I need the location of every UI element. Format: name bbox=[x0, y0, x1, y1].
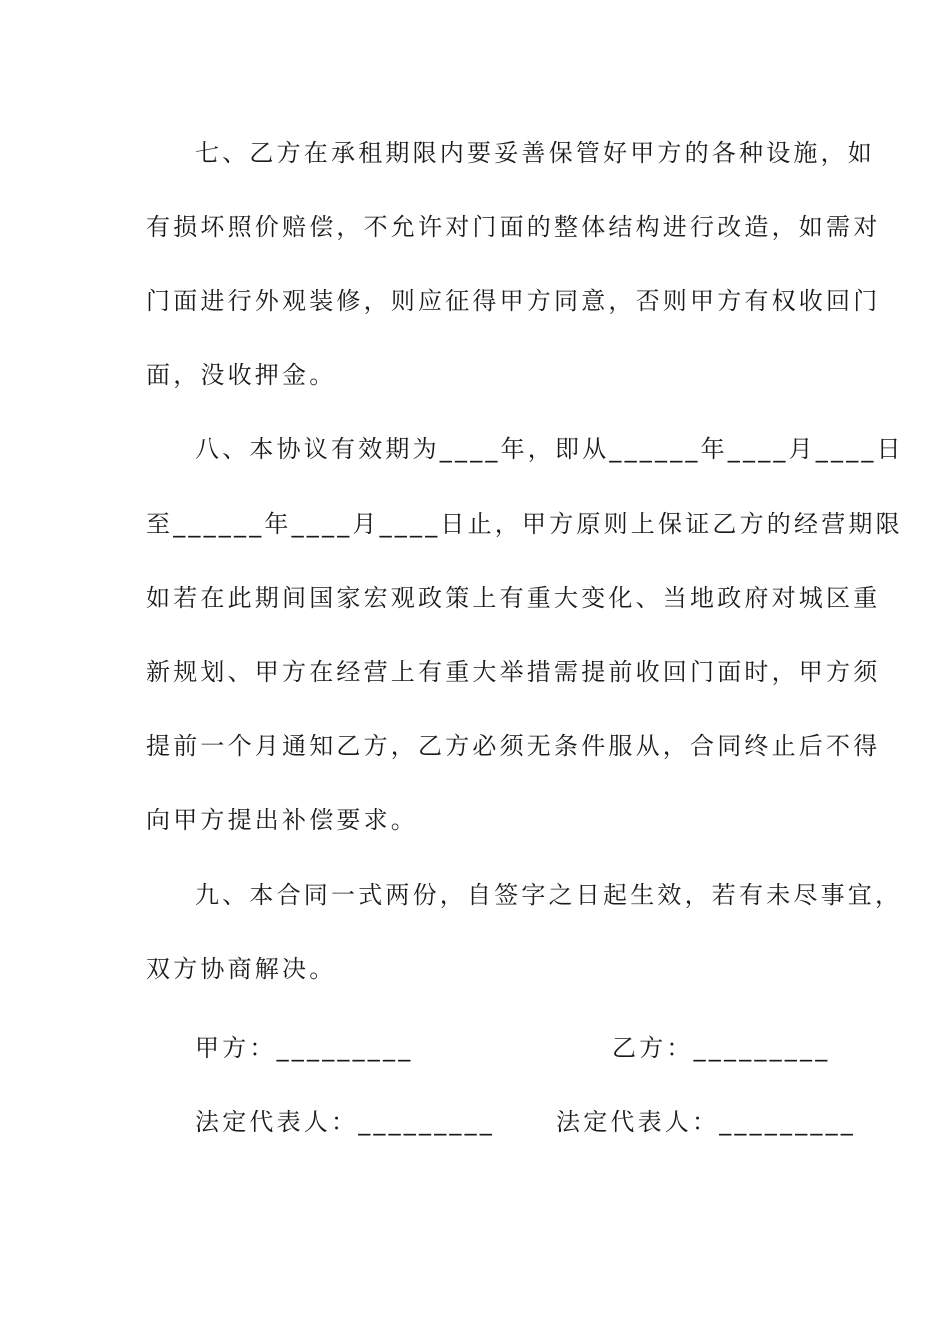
party-b-representative: 法定代表人：_________ bbox=[556, 1108, 856, 1136]
clause-8-line-6: 向甲方提出补偿要求。 bbox=[146, 806, 418, 834]
party-b-signature: 乙方：_________ bbox=[612, 1034, 831, 1062]
clause-7-line-2: 有损坏照价赔偿，不允许对门面的整体结构进行改造，如需对 bbox=[146, 213, 881, 241]
clause-8-line-4: 新规划、甲方在经营上有重大举措需提前收回门面时，甲方须 bbox=[146, 658, 881, 686]
clause-9-line-1: 九、本合同一式两份，自签字之日起生效，若有未尽事宜， bbox=[195, 881, 903, 909]
clause-8-line-3: 如若在此期间国家宏观政策上有重大变化、当地政府对城区重 bbox=[146, 584, 881, 612]
clause-8-line-2: 至______年____月____日止，甲方原则上保证乙方的经营期限 bbox=[146, 510, 903, 538]
clause-7-line-1: 七、乙方在承租期限内要妥善保管好甲方的各种设施，如 bbox=[195, 139, 875, 167]
party-a-representative: 法定代表人：_________ bbox=[195, 1108, 495, 1136]
clause-8-line-5: 提前一个月通知乙方，乙方必须无条件服从，合同终止后不得 bbox=[146, 732, 881, 760]
clause-7-line-3: 门面进行外观装修，则应征得甲方同意，否则甲方有权收回门 bbox=[146, 287, 881, 315]
clause-9-line-2: 双方协商解决。 bbox=[146, 955, 337, 983]
clause-8-line-1: 八、本协议有效期为____年，即从______年____月____日 bbox=[195, 435, 904, 463]
party-a-signature: 甲方：_________ bbox=[195, 1034, 414, 1062]
clause-7-line-4: 面，没收押金。 bbox=[146, 361, 337, 389]
